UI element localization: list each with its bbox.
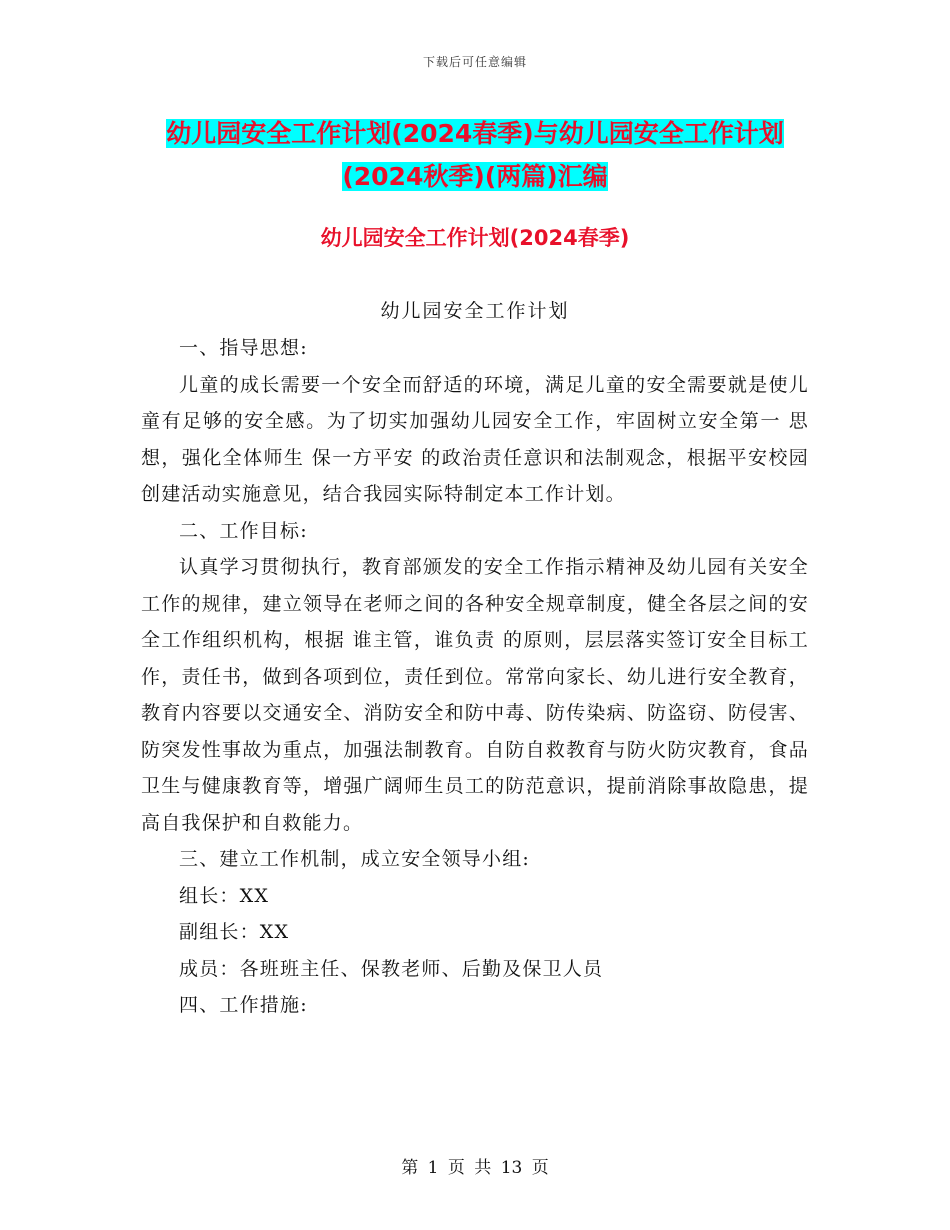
line-deputy-leader: 副组长：XX — [179, 921, 290, 943]
heading-guiding-thought: 一、指导思想: — [179, 337, 308, 359]
line-team-leader: 组长：XX — [179, 884, 270, 907]
document-title-text: 幼儿园安全工作计划(2024春季)与幼儿园安全工作计划(2024秋季)(两篇)汇编 — [166, 119, 784, 191]
paragraph-guiding-thought: 儿童的成长需要一个安全而舒适的环境，满足儿童的安全需要就是使儿童有足够的安全感。为了切实加强幼儿园安全工作，牢固树立安全第一 思想，强化全体师生 保一方平安 的政治责任意识和法制观念，根据平安校园创建活动实施意见，结合我园实际特制定本工作计划。 — [141, 373, 809, 505]
page-footer: 第 1 页 共 13 页 — [401, 1158, 549, 1178]
line-members: 成员：各班班主任、保教老师、后勤及保卫人员 — [179, 957, 604, 980]
section-title: 幼儿园安全工作计划(2024春季) — [320, 226, 630, 250]
body-text — [141, 330, 809, 1024]
heading-work-mechanism: 三、建立工作机制，成立安全领导小组: — [179, 848, 531, 870]
header-note: 下载后可任意编辑 — [422, 55, 527, 69]
document-title — [140, 112, 810, 198]
paragraph-work-goals: 认真学习贯彻执行，教育部颁发的安全工作指示精神及幼儿园有关安全工作的规律，建立领导在老师之间的各种安全规章制度，健全各层之间的安全工作组织机构，根据 谁主管，谁负责 的原则，层层落实签订安全目标工作，责任书，做到各项到位，责任到位。常常向家长、幼儿进行安全教育，教育内容要以交通安全、消防安全和防中毒、防传染病、防盗窃、防侵害、防突发性事故为重点，加强法制教育。自防自救教育与防火防灾教育，食品卫生与健康教育等，增强广阔师生员工的防范意识，提前消除事故隐患，提高自我保护和自救能力。 — [141, 556, 809, 834]
heading-work-measures: 四、工作措施: — [179, 994, 308, 1016]
heading-work-goals: 二、工作目标: — [179, 519, 308, 542]
subtitle: 幼儿园安全工作计划 — [380, 300, 570, 322]
